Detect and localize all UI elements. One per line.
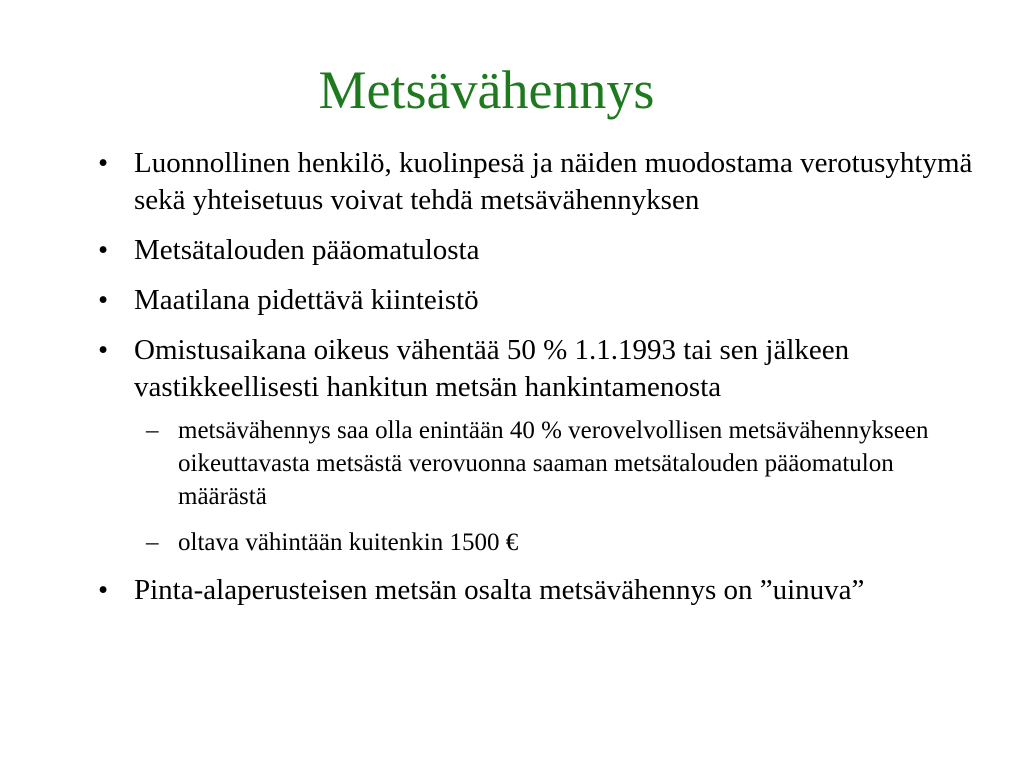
- bullet-list: [94, 145, 974, 622]
- bullet-text: Omistusaikana oikeus vähentää 50 % 1.1.1993 tai sen jälkeen vastikkeellisesti hankitun metsän hankintamenosta: [134, 334, 850, 403]
- bullet-item: [94, 282, 974, 319]
- bullet-icon: •: [98, 334, 109, 366]
- sub-bullet-text: oltava vähintään kuitenkin 1500 €: [178, 529, 519, 556]
- dash-icon: –: [146, 529, 159, 556]
- sub-bullet-item: [94, 414, 974, 513]
- bullet-icon: •: [98, 147, 109, 179]
- sub-bullet-list: [94, 414, 974, 559]
- slide-title: Metsävähennys: [318, 60, 655, 120]
- bullet-item: [94, 232, 974, 269]
- sub-bullet-text: metsävähennys saa olla enintään 40 % verovelvollisen metsävähennykseen oikeuttavasta metsästä verovuonna saaman metsätalouden pääomatulon määrästä: [178, 417, 929, 510]
- bullet-text: Maatilana pidettävä kiinteistö: [134, 284, 479, 316]
- bullet-icon: •: [98, 574, 109, 606]
- bullet-text: Metsätalouden pääomatulosta: [134, 234, 480, 266]
- bullet-text: Pinta-alaperusteisen metsän osalta metsävähennys on ”uinuva”: [134, 574, 865, 606]
- bullet-text: Luonnollinen henkilö, kuolinpesä ja näiden muodostama verotusyhtymä sekä yhteisetuus voivat tehdä metsävähennyksen: [134, 147, 973, 216]
- bullet-icon: •: [98, 234, 109, 266]
- bullet-icon: •: [98, 284, 109, 316]
- bullet-item: [94, 572, 974, 609]
- bullet-item: [94, 145, 974, 219]
- bullet-item: [94, 332, 974, 406]
- dash-icon: –: [146, 417, 159, 444]
- sub-bullet-item: [94, 526, 974, 559]
